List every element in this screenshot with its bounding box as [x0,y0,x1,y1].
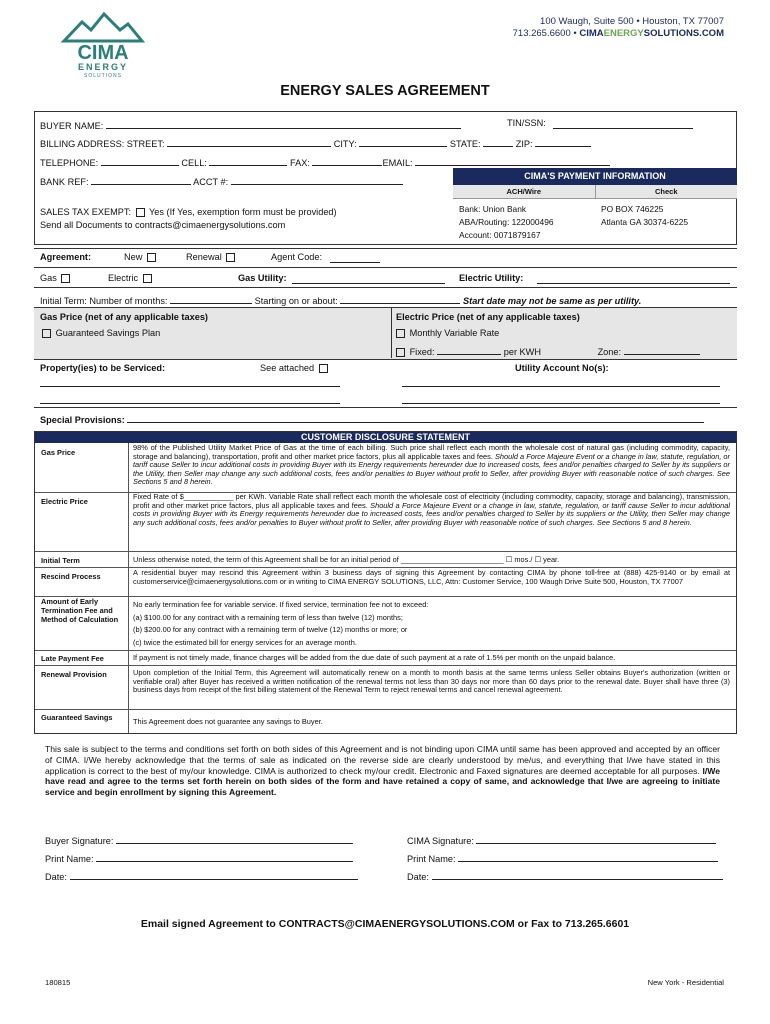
bank-ref-field[interactable] [91,174,191,185]
billing-street-field[interactable] [167,136,331,147]
monthly-variable-checkbox[interactable] [396,329,405,338]
cds-label-rescind: Rescind Process [41,572,101,581]
cds-row-divider [35,596,736,597]
cds-column-divider [128,443,129,733]
new-label: New [124,252,143,262]
utility-account-label: Utility Account No(s): [515,363,609,373]
agent-code-label: Agent Code: [271,252,323,262]
email-field[interactable] [415,155,610,166]
cds-label-late-payment: Late Payment Fee [41,654,104,663]
form-type: New York - Residential [647,978,724,987]
cds-etf-intro: No early termination fee for variable service. If fixed service, termination fee not to exceed: [133,600,429,609]
see-attached-option[interactable] [260,363,330,373]
fixed-label: Fixed: [409,347,435,357]
svg-text:CIMA: CIMA [77,42,129,64]
telephone-label: TELEPHONE: [40,158,99,168]
check-city: Atlanta GA 30374-6225 [601,217,689,227]
electric-utility-field[interactable] [537,273,730,284]
guaranteed-savings-checkbox[interactable] [42,329,51,338]
price-divider [391,307,392,358]
page-title: ENERGY SALES AGREEMENT [280,83,490,99]
elec-variable-row [394,328,499,338]
electric-label: Electric [108,273,139,283]
acct-label: ACCT #: [193,177,229,187]
initial-term-label: Initial Term: Number of months: [40,296,168,306]
fax-field[interactable] [312,155,382,166]
buyer-name-row [40,118,730,131]
buyer-date-row [45,869,358,882]
guaranteed-savings-label: Guaranteed Savings Plan [55,328,161,338]
cds-text-gas-price [133,444,730,487]
account-line-2[interactable] [402,403,720,404]
cds-text-rescind: A residential buyer may rescind this Agreement within 3 business days of signing this Agreement by contacting CIMA by phone toll-free at (888) 425-9140 or by email at customerservice@cimaenergysolutions.com or in writing to CIMA ENERGY SOLUTIONS, LLC, Attn: Customer Service, 100 Waugh Drive Suite 500, Houston, TX 77007 [133,568,730,586]
property-row [40,363,730,373]
renewal-checkbox[interactable] [226,253,235,262]
elec-fixed-row [394,344,700,357]
sales-tax-label: SALES TAX EXEMPT: [40,207,132,217]
special-provisions-row [40,412,730,425]
electric-checkbox[interactable] [143,274,152,283]
check-po-box: PO BOX 746225 [601,204,664,214]
buyer-print-name-label: Print Name: [45,854,94,864]
months-field[interactable] [170,293,252,304]
renewal-option[interactable] [186,252,237,262]
mountain-logo-icon [58,8,148,78]
buyer-name-field[interactable] [106,118,461,129]
cell-label: CELL: [181,158,207,168]
buyer-signature-row [45,833,353,846]
new-option[interactable] [124,252,158,262]
special-provisions-label: Special Provisions: [40,415,125,425]
payment-info-title: CIMA'S PAYMENT INFORMATION [453,168,737,185]
starting-label: Starting on or about: [254,296,338,306]
cds-gas-italic: Should a Force Majeure Event or a change in law, statute, regulation, or tariff cause Seller to incur additional costs in providing Buyer with its Energy requirements hereunder due to increased costs, fees and/or penalties charged to Seller by its suppliers or the Utility, then Seller may change any such additional costs, fees and/or penalties to Buyer without profit to Seller, after providing Buyer with reasonable notice of such charges. See Sections 5 and 8 herein. [133,451,730,487]
electric-utility-label: Electric Utility: [459,273,524,283]
cima-signature-field[interactable] [476,833,716,844]
buyer-name-label: BUYER NAME: [40,121,104,131]
city-field[interactable] [359,136,447,147]
cima-date-row [407,869,723,882]
agreement-divider [34,248,737,249]
see-attached-label: See attached [260,363,315,373]
cima-print-name-row [407,851,718,864]
see-attached-checkbox[interactable] [319,364,328,373]
company-address: 100 Waugh, Suite 500 • Houston, TX 77007 [540,16,724,27]
new-checkbox[interactable] [147,253,156,262]
contact-row [40,155,730,168]
gas-option-row [40,328,160,338]
billing-street-label: BILLING ADDRESS: STREET: [40,139,165,149]
check-column-header: Check [595,185,738,198]
cima-signature-row [407,833,716,846]
cds-label-initial-term: Initial Term [41,556,80,565]
electric-price-heading: Electric Price (net of any applicable taxes) [396,312,580,322]
bullet-separator: • [570,28,580,39]
cds-row-divider [35,650,736,651]
email-label: EMAIL: [382,158,413,168]
divider [34,287,737,288]
cima-date-field[interactable] [432,869,723,880]
state-label: STATE: [449,139,481,149]
cds-row-divider [35,665,736,666]
agent-code-field[interactable] [330,252,380,263]
renewal-label: Renewal [186,252,222,262]
buyer-date-label: Date: [45,872,67,882]
start-date-field[interactable] [340,293,460,304]
fax-label: FAX: [290,158,310,168]
cds-row-divider [35,551,736,552]
payment-columns [453,185,737,199]
cds-gas-text: 98% of the Published Utility Market Price of Gas at the time of each billing. Such price shall reflect each month the wholesale cost of natural gas (including commodity, capacity, storage and balancing), transportation, profit and other market price factors, plus all applicable taxes and fees. [133,443,730,461]
ach-column-header: ACH/Wire [506,187,542,196]
cds-etf-item-a: (a) $100.00 for any contract with a remaining term of less than twelve (12) months; [133,612,403,622]
cds-text-electric-price [133,493,730,527]
billing-address-row [40,136,730,149]
zip-label: ZIP: [515,139,533,149]
gas-checkbox[interactable] [61,274,70,283]
gas-utility-field[interactable] [292,273,445,284]
cima-print-name-label: Print Name: [407,854,456,864]
cds-text-late-payment: If payment is not timely made, finance charges will be added from the due date of such payment at a rate of 1.5% per month on the unpaid balance. [133,653,616,662]
svg-text:SOLUTIONS: SOLUTIONS [84,73,122,78]
buyer-signature-label: Buyer Signature: [45,836,114,846]
property-line-1[interactable] [40,386,340,387]
website-part-3: SOLUTIONS.COM [643,28,724,39]
special-provisions-field[interactable] [127,412,704,423]
bank-ref-label: BANK REF: [40,177,89,187]
cds-electric-text: Fixed Rate of $____________ per KWh. Variable Rate shall reflect each month the wholesale cost of electricity (including commodity, capacity, storage and balancing), transmission, profit and other market price factors, plus all applicable taxes and fees. [133,492,730,510]
terms-paragraph [45,744,720,798]
fixed-checkbox[interactable] [396,348,405,357]
website-part-2: ENERGY [603,28,644,39]
customer-disclosure-statement [34,431,737,734]
send-docs-text: Send all Documents to contracts@cimaenergysolutions.com [40,220,286,230]
utility-row [40,273,730,283]
cds-label-electric-price: Electric Price [41,497,88,506]
cds-etf-item-c: (c) twice the estimated bill for energy services for an average month. [133,637,357,647]
terms-text: This sale is subject to the terms and conditions set forth on both sides of this Agreement and is not binding upon CIMA until same has been approved and accepted by an officer of CIMA. I/We hereby acknowledge that the terms of sale as indicated on the reverse side are clearly understood by me/us, and everything that I/we have stated in this application is correct to the best of my/our knowledge. CIMA is authorized to check my/our credit. Electronic and Faxed signatures are deemed acceptable for all purposes. [45,744,720,776]
cds-label-renewal: Renewal Provision [41,670,107,679]
cima-print-name-field[interactable] [458,851,718,862]
ach-routing: ABA/Routing: 122000496 [459,217,554,227]
monthly-variable-label: Monthly Variable Rate [409,328,500,338]
zip-field[interactable] [535,136,591,147]
divider [34,407,737,408]
company-phone: 713.265.6600 [512,28,571,39]
sales-tax-row [40,207,730,217]
start-note: Start date may not be same as per utility. [463,296,642,306]
buyer-print-name-row [45,851,353,864]
initial-term-row [40,293,730,306]
ach-bank: Bank: Union Bank [459,204,527,214]
agreement-row [40,252,730,262]
sales-tax-checkbox[interactable] [136,208,145,217]
tin-ssn-field[interactable] [553,118,693,129]
fixed-rate-field[interactable] [437,344,501,355]
property-label: Property(ies) to be Serviced: [40,363,166,373]
cell-field[interactable] [209,155,287,166]
tin-ssn-label: TIN/SSN: [507,118,546,128]
telephone-field[interactable] [101,155,179,166]
account-line-1[interactable] [402,386,720,387]
zone-label: Zone: [597,347,622,357]
cds-etf-item-b: (b) $200.00 for any contract with a remaining term of twelve (12) months or more; or [133,625,408,635]
gas-utility-label: Gas Utility: [238,273,287,283]
company-contact [513,28,724,39]
cds-text-initial-term: Unless otherwise noted, the term of this Agreement shall be for an initial period of _________________________ ☐ mos./ ☐ year. [133,555,560,564]
company-logo [58,8,148,78]
state-field[interactable] [483,136,513,147]
buyer-signature-field[interactable] [116,833,353,844]
cds-title: CUSTOMER DISCLOSURE STATEMENT [35,432,736,443]
city-label: CITY: [333,139,357,149]
gas-label: Gas [40,273,57,283]
cima-signature-label: CIMA Signature: [407,836,474,846]
buyer-print-name-field[interactable] [96,851,353,862]
property-line-2[interactable] [40,403,340,404]
ach-account: Account: 0071879167 [459,230,541,240]
cds-label-gas-price: Gas Price [41,448,76,457]
buyer-date-field[interactable] [70,869,358,880]
acct-field[interactable] [231,174,403,185]
cds-electric-italic: Should a Force Majeure Event or a change in law, statute, regulation, or tariff cause Seller to incur additional costs in providing Buyer with its Energy requirements hereunder due to increased costs, fees and/or penalties charged to Seller by its suppliers or the Utility, then Seller may change any such additional costs, fees and/or penalties to Buyer without profit to Seller, after providing Buyer with reasonable notice of such charges. See Sections 5 and 8 herein. [133,500,730,527]
cds-label-early-termination: Amount of Early Termination Fee and Method of Calculation [41,597,119,624]
cds-text-early-termination [133,601,730,647]
svg-text:ENERGY: ENERGY [77,62,129,72]
cds-label-guaranteed-savings: Guaranteed Savings [41,713,113,722]
cds-row-divider [35,709,736,710]
gas-price-heading: Gas Price (net of any applicable taxes) [40,312,208,322]
electric-option[interactable] [108,273,154,283]
per-kwh-label: per KWH [503,347,541,357]
agreement-label: Agreement: [40,252,92,262]
website-part-1: CIMA [579,28,604,39]
cds-text-renewal: Upon completion of the Initial Term, this Agreement will automatically renew on a month to month basis at the same terms unless Seller obtains Buyer's authorization (written or verifiable oral) after Buyer has received a written notification of the renewal terms not less than 30 days nor more than 60 days prior to the renewal date. Buyer shall have three (3) business days from receipt of the first billing statement of the Renewal Term to reject renewal terms and cancel renewal agreement. [133,668,730,695]
cima-date-label: Date: [407,872,429,882]
email-instruction: Email signed Agreement to CONTRACTS@CIMAENERGYSOLUTIONS.COM or Fax to 713.265.6601 [140,918,630,930]
form-code: 180815 [45,978,71,987]
cds-text-guaranteed-savings: This Agreement does not guarantee any savings to Buyer. [133,717,323,726]
divider [34,267,737,268]
zone-field[interactable] [624,344,700,355]
terms-bold-text: I/We have read and agree to the terms set forth herein on both sides of the form and have retained a copy of same, and acknowledge that I/we are agreeing to initiate service and begin enrollment by signing this Agreement. [45,765,720,798]
sales-tax-yes-label: Yes (If Yes, exemption form must be provided) [149,207,337,217]
